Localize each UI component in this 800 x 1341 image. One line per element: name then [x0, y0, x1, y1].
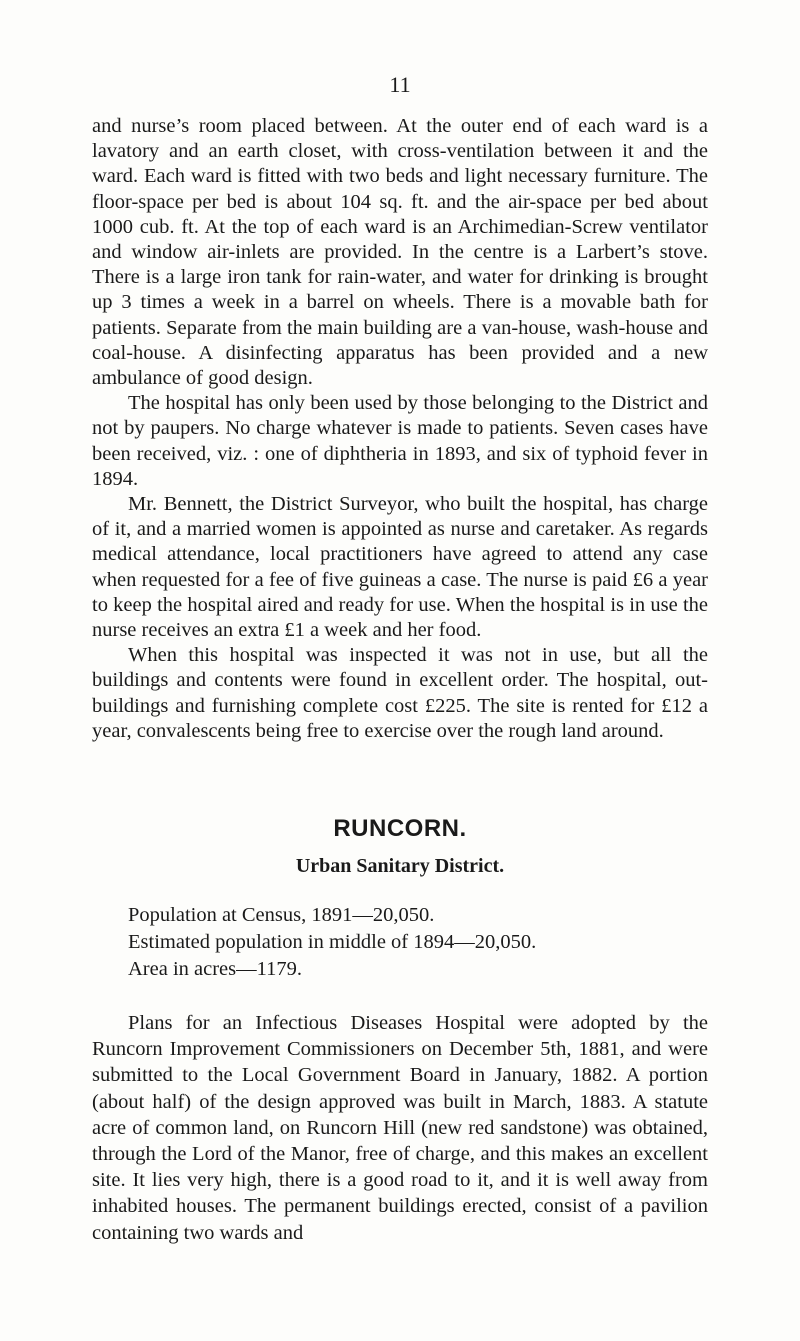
paragraph-inspection: When this hospital was inspected it was not in use, but all the buildings and contents were found in excellent order. The hospital, out-buildings and furnishing complete cost £225. The site is rented for £12 a year, convalescents being free to exercise over the rough land around. [92, 644, 708, 742]
top-text-block [92, 114, 708, 744]
section-title: RUNCORN. [333, 815, 467, 842]
paragraph-hospital-usage: The hospital has only been used by those belonging to the District and not by paupers. No charge whatever is made to patients. Seven cases have been received, viz. : one of diphtheria in 1893, and six of typhoid fever in 1894. [92, 392, 708, 490]
stat-population-estimated: Estimated population in middle of 1894—20,050. [128, 931, 537, 953]
page-number: 11 [389, 72, 411, 97]
paragraph-runcorn-plans: Plans for an Infectious Diseases Hospital were adopted by the Runcorn Improvement Commissioners on December 5th, 1881, and were submitted to the Local Government Board in January, 1882. A portion (about half) of the design approved was built in March, 1883. A statute acre of common land, on Runcorn Hill (new red sandstone) was obtained, through the Lord of the Manor, free of charge, and this makes an excellent site. It lies very high, there is a good road to it, and it is well away from inhabited houses. The permanent buildings erected, consist of a pavilion containing two wards and [92, 1012, 708, 1244]
bottom-text-block [92, 1010, 708, 1246]
paragraph-ward-description: and nurse’s room placed between. At the outer end of each ward is a lavatory and an earth closet, with cross-ventilation between it and the ward. Each ward is fitted with two beds and light necessary furniture. The floor-space per bed is about 104 sq. ft. and the air-space per bed about 1000 cub. ft. At the top of each ward is an Archimedian-Screw ventilator and window air-inlets are provided. In the centre is a Larbert’s stove. There is a large iron tank for rain-water, and water for drinking is brought up 3 times a week in a barrel on wheels. There is a movable bath for patients. Separate from the main building are a van-house, wash-house and coal-house. A disinfecting apparatus has been provided and a new ambulance of good design. [92, 115, 708, 390]
paragraph-staffing: Mr. Bennett, the District Surveyor, who built the hospital, has charge of it, and a married women is appointed as nurse and caretaker. As regards medical attendance, local practitioners have agreed to attend any case when requested for a fee of five guineas a case. The nurse is paid £6 a year to keep the hospital aired and ready for use. When the hospital is in use the nurse receives an extra £1 a week and her food. [92, 493, 708, 642]
stat-area: Area in acres—1179. [128, 958, 302, 980]
section-subtitle: Urban Sanitary District. [295, 855, 505, 877]
stat-population-census: Population at Census, 1891—20,050. [128, 904, 435, 926]
district-statistics [128, 902, 708, 983]
